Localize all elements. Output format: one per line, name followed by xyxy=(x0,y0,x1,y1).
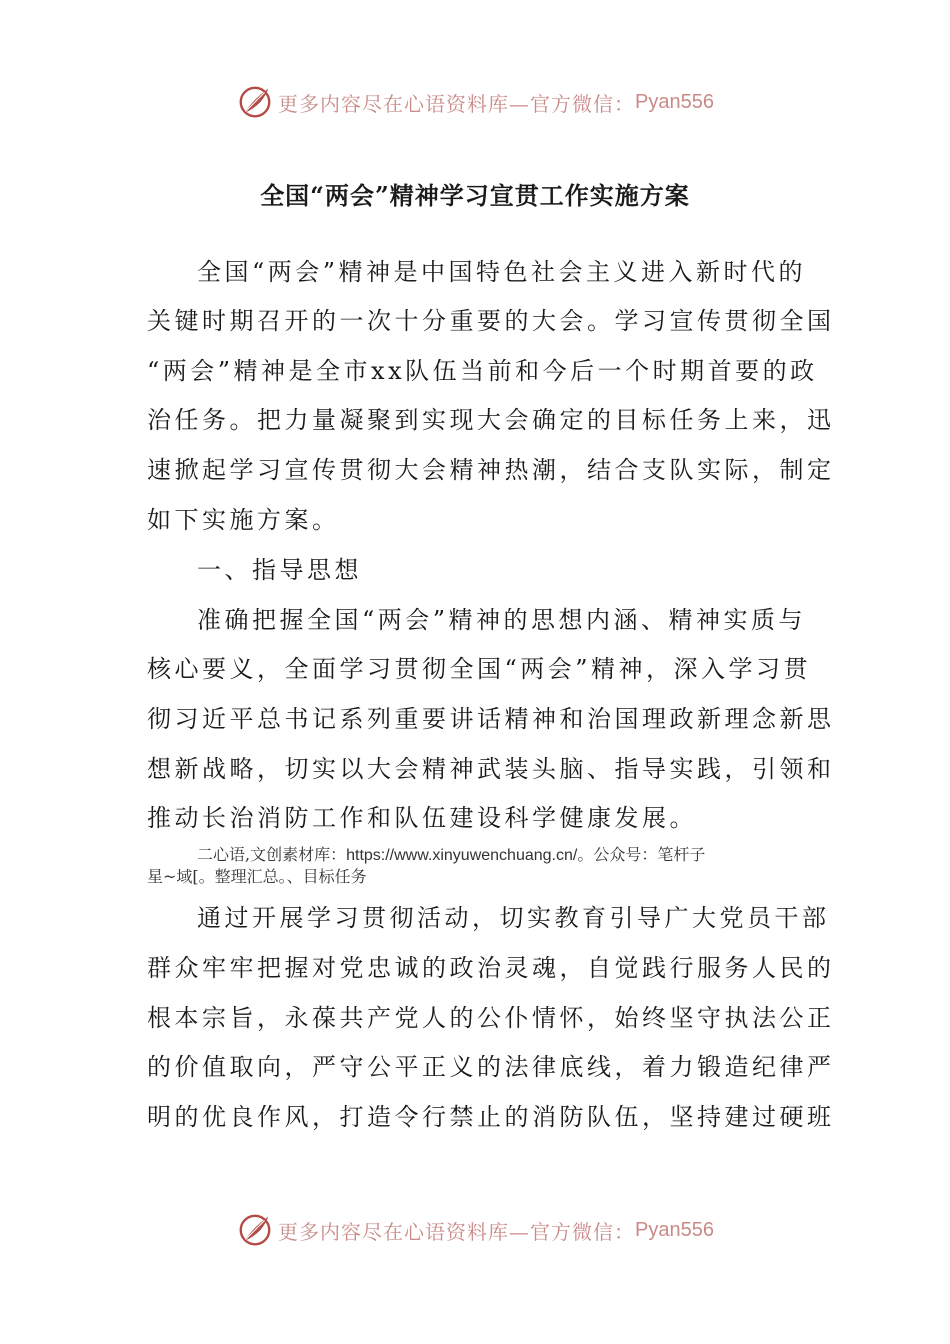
banner-text: 更多内容尽在心语资料库—官方微信： xyxy=(278,1219,636,1244)
banner-wechat-id: Pyan556 xyxy=(635,90,714,113)
banner-text: 更多内容尽在心语资料库—官方微信： xyxy=(278,91,636,116)
section-heading: 一、指导思想 xyxy=(197,556,362,584)
body-line: 准确把握全国“两会”精神的思想内涵、精神实质与 xyxy=(197,606,807,634)
quill-logo-icon xyxy=(236,1211,274,1249)
body-line: 根本宗旨，永葆共产党人的公仆情怀，始终坚守执法公正 xyxy=(147,1004,835,1032)
body-line: 通过开展学习贯彻活动，切实教育引导广大党员干部 xyxy=(197,904,830,932)
body-line: 彻习近平总书记系列重要讲话精神和治国理政新理念新思 xyxy=(147,705,835,733)
body-line: 治任务。把力量凝聚到实现大会确定的目标任务上来，迅 xyxy=(147,406,835,434)
body-line: 想新战略，切实以大会精神武装头脑、指导实践，引领和 xyxy=(147,755,835,783)
banner-wechat-id: Pyan556 xyxy=(635,1218,714,1241)
body-line: “两会”精神是全市xx队伍当前和今后一个时期首要的政 xyxy=(147,357,818,385)
source-note xyxy=(197,844,705,867)
body-line: 群众牢牢把握对党忠诚的政治灵魂，自觉践行服务人民的 xyxy=(147,954,835,982)
body-line: 如下实施方案。 xyxy=(147,506,340,534)
source-note-suffix: 。公众号：笔杆子 xyxy=(577,845,706,864)
body-line: 全国“两会”精神是中国特色社会主义进入新时代的 xyxy=(197,258,807,286)
quill-logo-icon xyxy=(236,83,274,121)
body-line: 的价值取向，严守公平正义的法律底线，着力锻造纪律严 xyxy=(147,1053,835,1081)
body-line: 推动长治消防工作和队伍建设科学健康发展。 xyxy=(147,804,697,832)
document-title: 全国“两会”精神学习宣贯工作实施方案 xyxy=(260,181,690,210)
header-banner xyxy=(0,82,950,122)
source-note-line2: 星~域[。整理汇总。、目标任务 xyxy=(147,867,367,886)
body-line: 速掀起学习宣传贯彻大会精神热潮，结合支队实际，制定 xyxy=(147,456,835,484)
body-line: 关键时期召开的一次十分重要的大会。学习宣传贯彻全国 xyxy=(147,307,835,335)
source-note-prefix: 二心语,文创素材库： xyxy=(197,845,347,864)
body-line: 明的优良作风，打造令行禁止的消防队伍，坚持建过硬班 xyxy=(147,1103,835,1131)
source-url-link[interactable]: https://www.xinyuwenchuang.cn/ xyxy=(346,847,578,864)
body-line: 核心要义，全面学习贯彻全国“两会”精神，深入学习贯 xyxy=(147,655,812,683)
footer-banner xyxy=(0,1210,950,1250)
